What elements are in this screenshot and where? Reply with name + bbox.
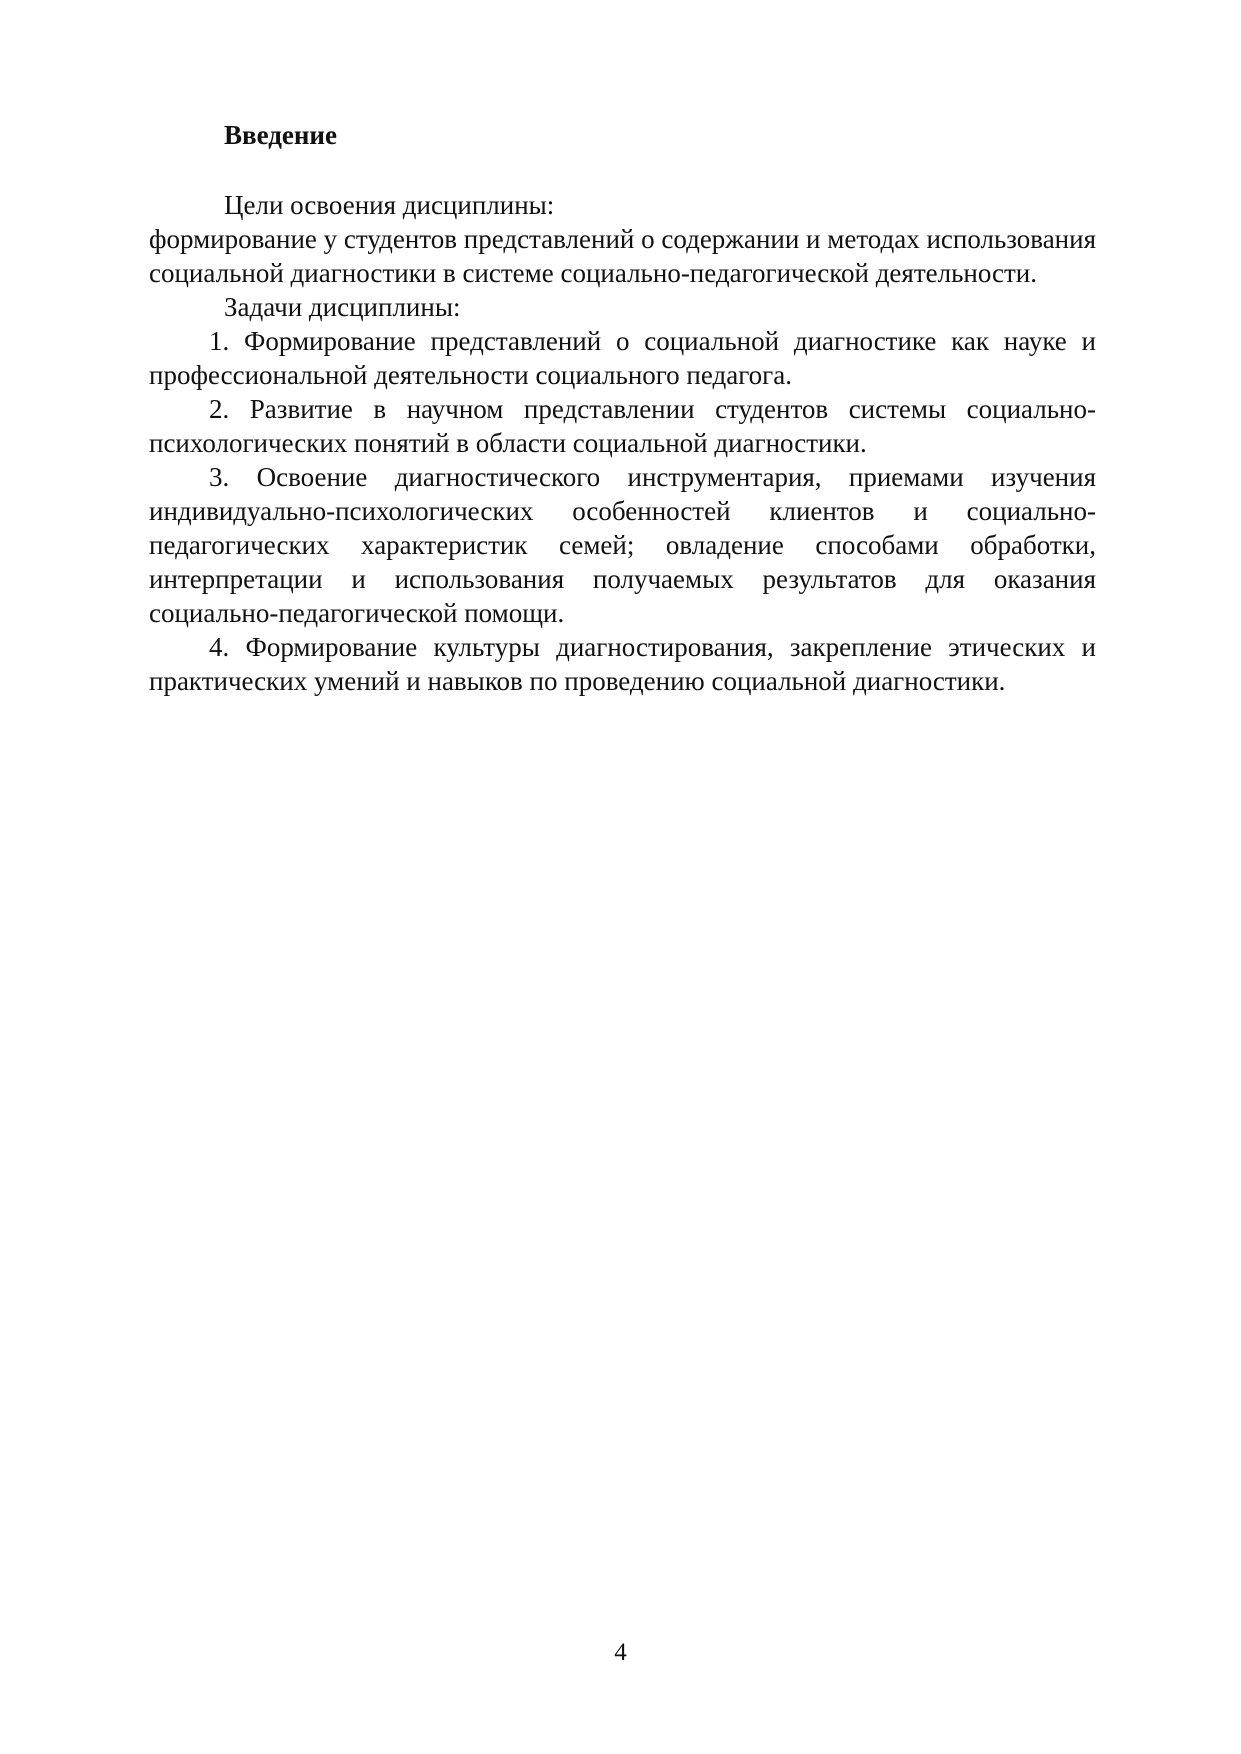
task-item-3: 3. Освоение диагностического инструментария, приемами изучения индивидуально-психологических особенностей клиентов и социально-педагогических характеристик семей; овладение способами обработки, интерпретации и использования получаемых результатов для оказания социально-педагогической помощи.	[149, 462, 1096, 628]
goals-heading: Цели освоения дисциплины:	[224, 190, 555, 220]
tasks-heading: Задачи дисциплины:	[224, 292, 461, 322]
section-title: Введение	[224, 120, 337, 150]
task-item-1: 1. Формирование представлений о социальной диагностике как науке и профессиональной деятельности социального педагога.	[149, 326, 1096, 390]
task-item-2: 2. Развитие в научном представлении студентов системы социально-психологических понятий в области социальной диагностики.	[149, 394, 1096, 458]
page-number: 4	[614, 1639, 627, 1666]
task-item-4: 4. Формирование культуры диагностирования, закрепление этических и практических умений и навыков по проведению социальной диагностики.	[149, 632, 1096, 696]
document-body	[149, 188, 1096, 698]
goals-text: формирование у студентов представлений о содержании и методах использования социальной диагностики в системе социально-педагогической деятельности.	[149, 224, 1096, 288]
